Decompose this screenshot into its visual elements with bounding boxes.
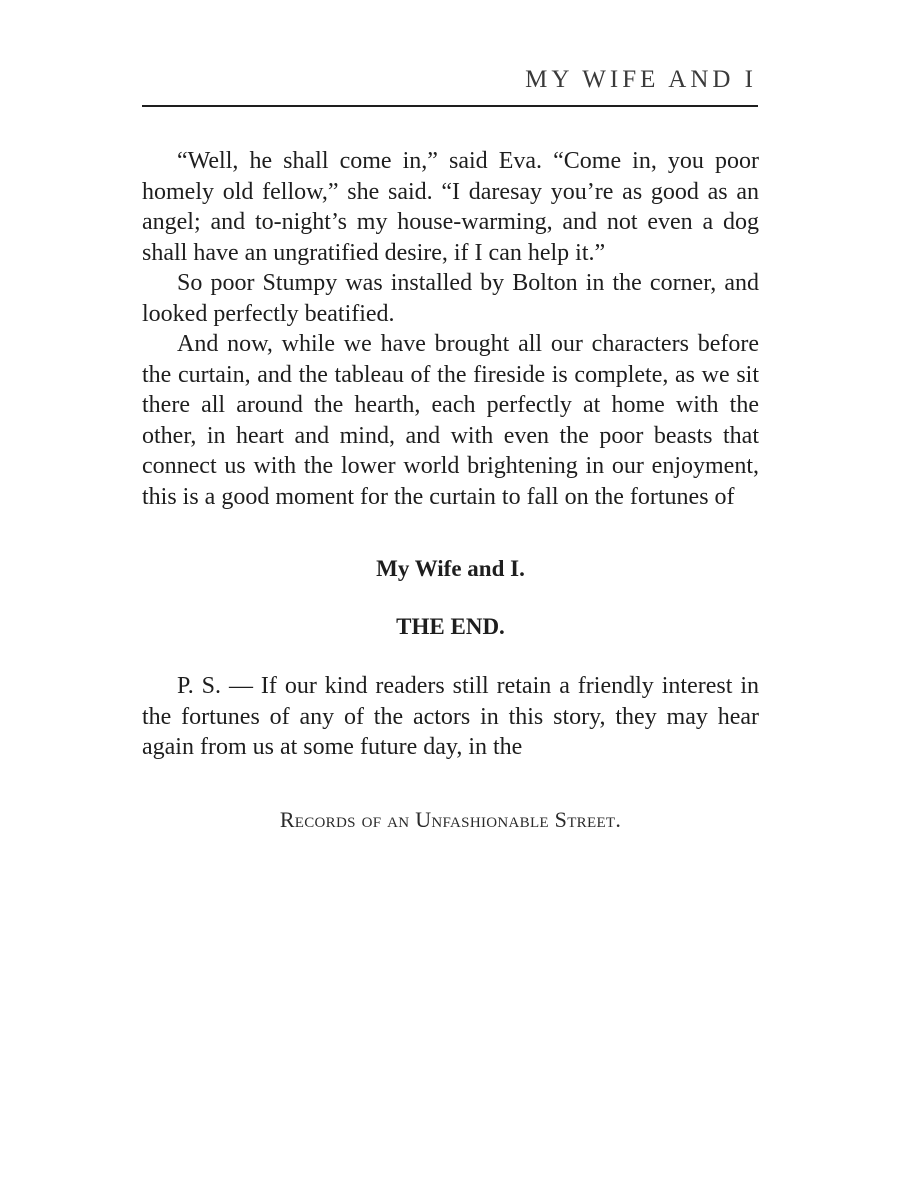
paragraph-curtain: And now, while we have brought all our characters before the curtain, and the tableau of the fireside is complete, as we sit there all around the hearth, each perfectly at home with the other, in heart and mind, and with even the poor beasts that connect us with the lower world brightening in our enjoyment, this is a good moment for the curtain to fall on the fortunes of [142,331,759,510]
postscript-paragraph: P. S. — If our kind readers still retain a friendly interest in the fortunes of any of the actors in this story, they may hear again from us at some future day, in the [142,673,759,760]
page-body [142,146,759,833]
the-end-heading: THE END. [396,614,505,639]
running-head-title: MY WIFE AND I [525,66,757,93]
sequel-title: Records of an Unfashionable Street. [279,806,622,832]
book-title-line: My Wife and I. [376,556,525,581]
header-rule [142,105,758,107]
paragraph-eva-speech: “Well, he shall come in,” said Eva. “Come in, you poor homely old fellow,” she said. “I daresay you’re as good as an angel; and to-night’s my house-warming, and not even a dog shall have an ungratified desire, if I can help it.” [142,148,759,266]
paragraph-stumpy: So poor Stumpy was installed by Bolton in the corner, and looked perfectly beatified. [142,270,759,327]
